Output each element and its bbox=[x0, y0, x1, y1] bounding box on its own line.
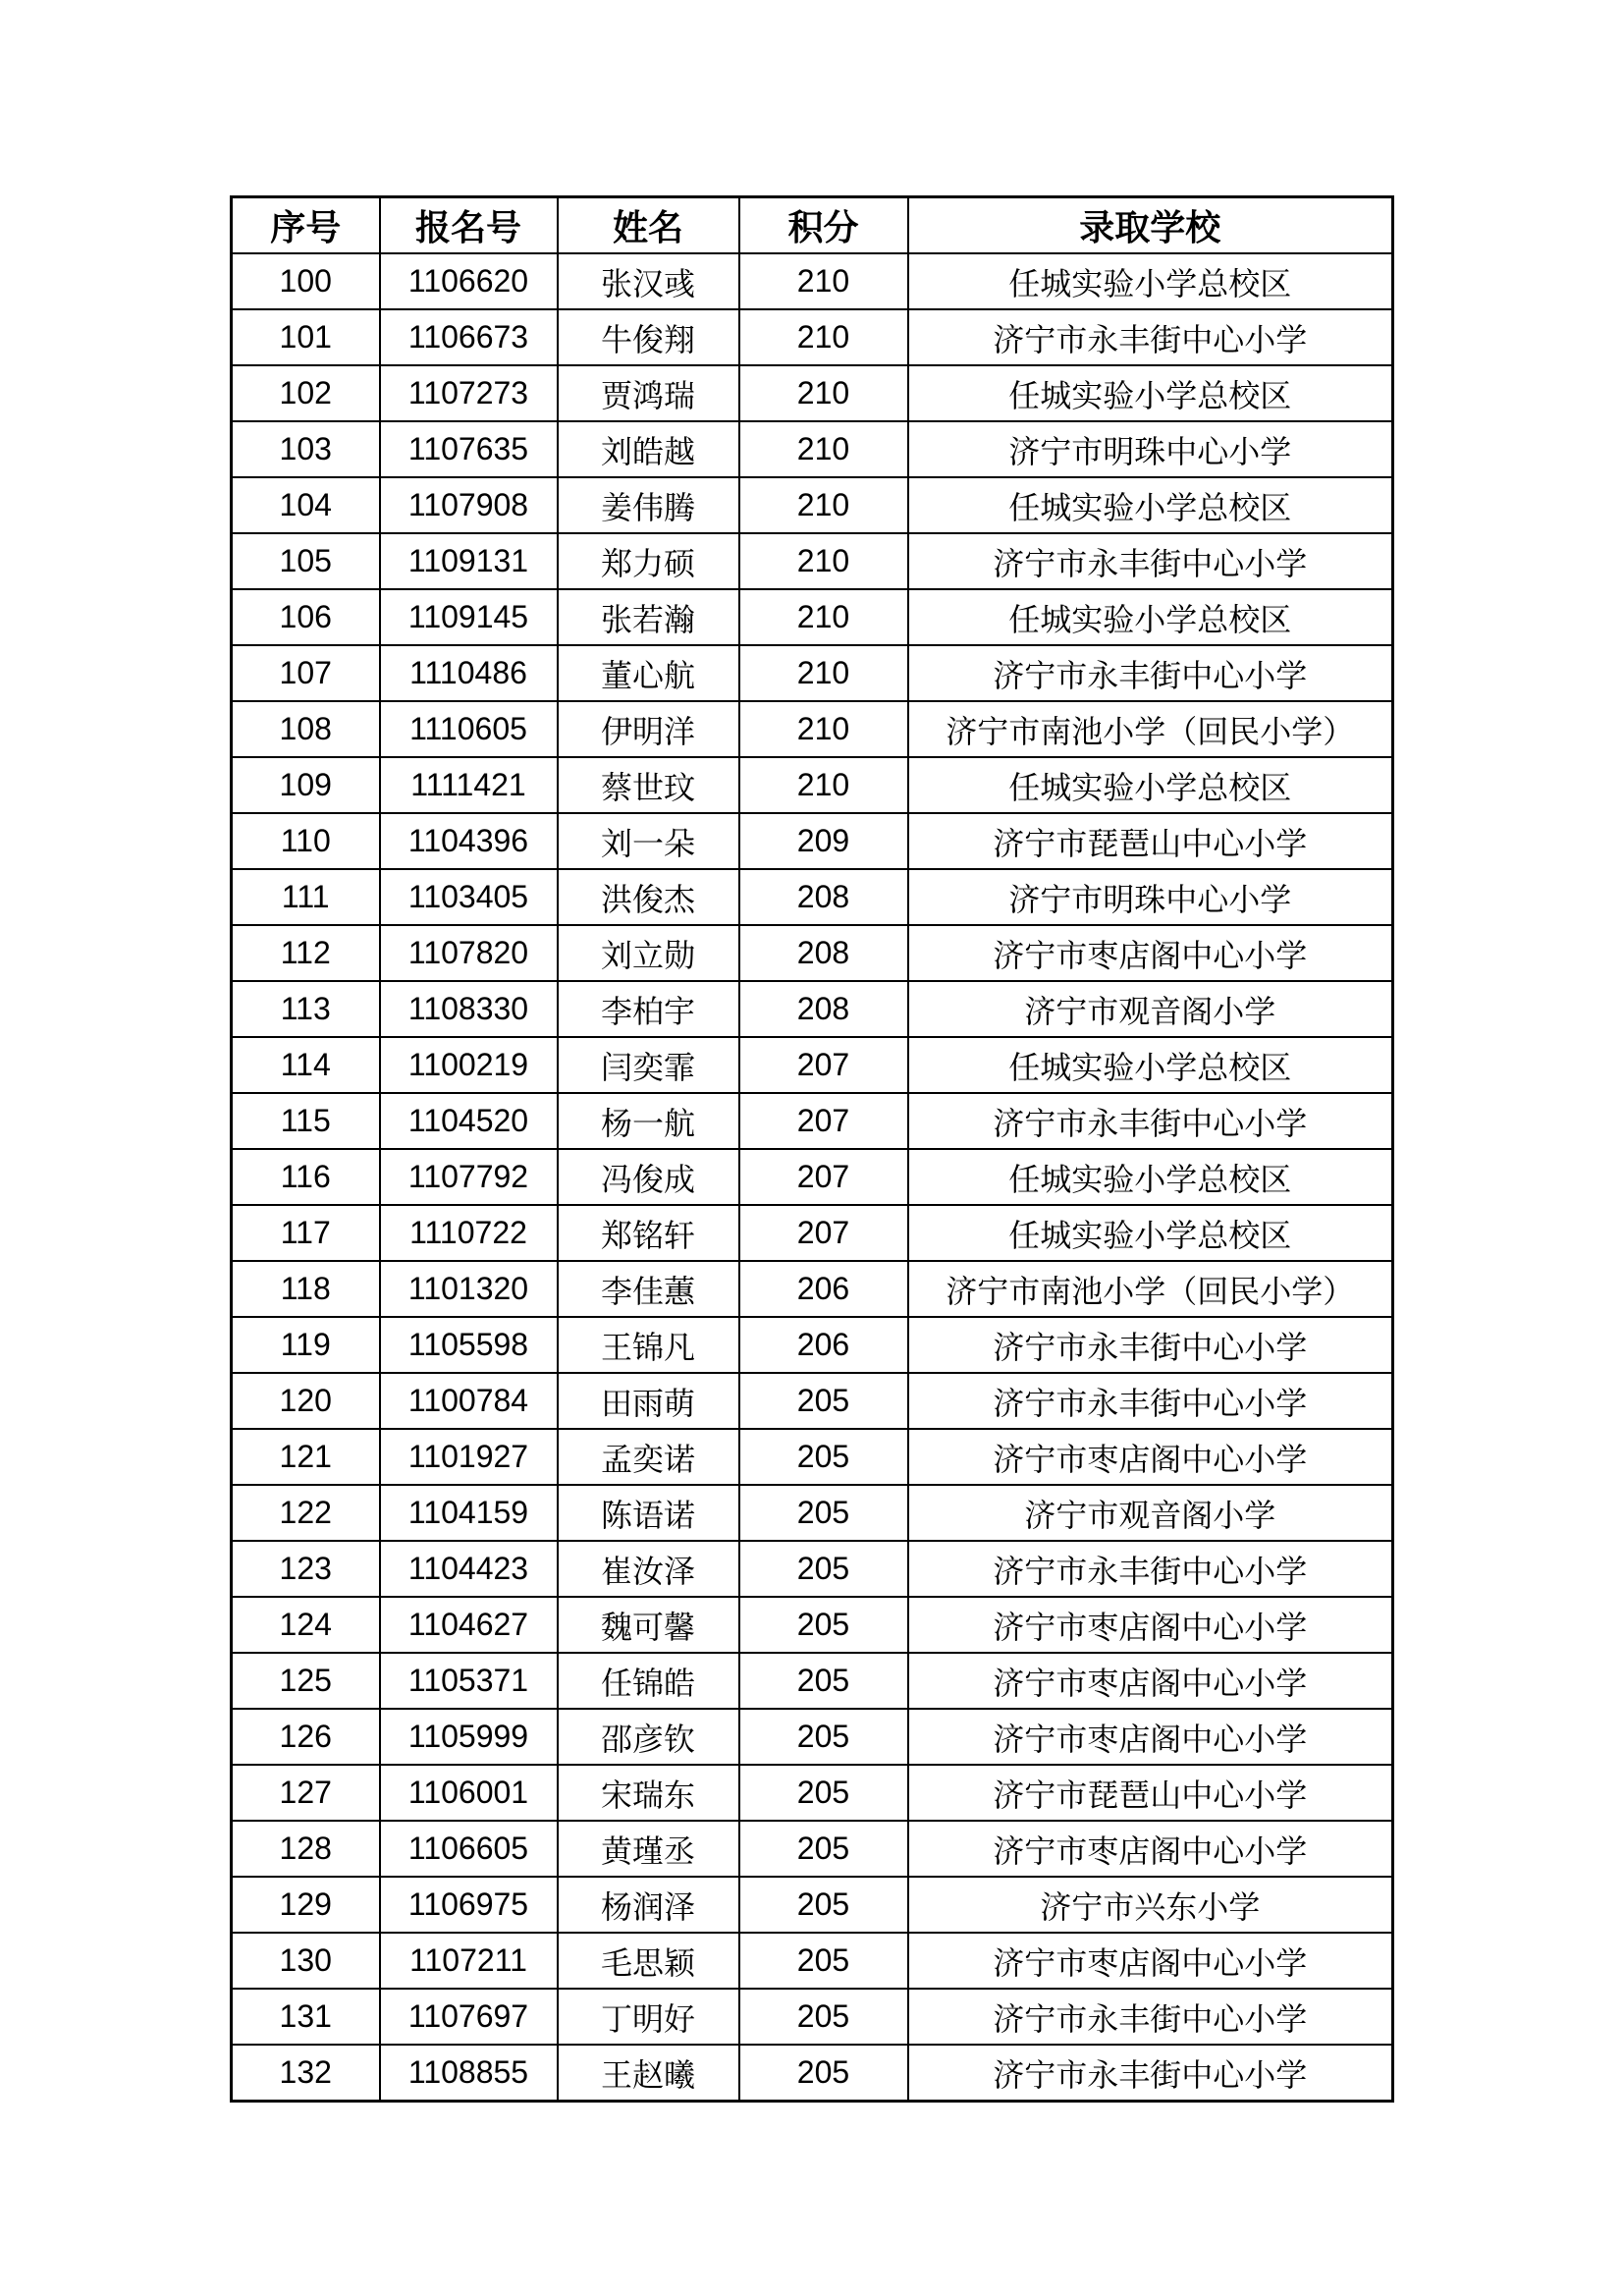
admission-table bbox=[230, 195, 1394, 2103]
cell-score: 207 bbox=[739, 1149, 908, 1205]
table-row bbox=[232, 701, 1393, 757]
table-row bbox=[232, 1093, 1393, 1149]
cell-serial: 128 bbox=[232, 1821, 380, 1877]
cell-name: 孟奕诺 bbox=[558, 1429, 739, 1485]
cell-reg-no: 1109145 bbox=[380, 589, 558, 645]
cell-score: 207 bbox=[739, 1093, 908, 1149]
cell-score: 209 bbox=[739, 813, 908, 869]
cell-reg-no: 1101927 bbox=[380, 1429, 558, 1485]
cell-school: 任城实验小学总校区 bbox=[908, 1205, 1393, 1261]
cell-score: 205 bbox=[739, 1373, 908, 1429]
cell-school: 济宁市枣店阁中心小学 bbox=[908, 1597, 1393, 1653]
cell-score: 210 bbox=[739, 645, 908, 701]
cell-serial: 106 bbox=[232, 589, 380, 645]
cell-name: 李柏宇 bbox=[558, 981, 739, 1037]
cell-serial: 117 bbox=[232, 1205, 380, 1261]
table-row bbox=[232, 1597, 1393, 1653]
cell-reg-no: 1105999 bbox=[380, 1709, 558, 1765]
cell-reg-no: 1101320 bbox=[380, 1261, 558, 1317]
cell-name: 姜伟腾 bbox=[558, 477, 739, 533]
cell-reg-no: 1104159 bbox=[380, 1485, 558, 1541]
table-row bbox=[232, 533, 1393, 589]
table-row bbox=[232, 1037, 1393, 1093]
table-row bbox=[232, 981, 1393, 1037]
cell-serial: 114 bbox=[232, 1037, 380, 1093]
cell-score: 208 bbox=[739, 925, 908, 981]
cell-school: 济宁市永丰街中心小学 bbox=[908, 1541, 1393, 1597]
cell-serial: 126 bbox=[232, 1709, 380, 1765]
cell-serial: 100 bbox=[232, 253, 380, 309]
cell-score: 208 bbox=[739, 981, 908, 1037]
cell-serial: 103 bbox=[232, 421, 380, 477]
cell-school: 济宁市明珠中心小学 bbox=[908, 421, 1393, 477]
cell-name: 贾鸿瑞 bbox=[558, 365, 739, 421]
cell-reg-no: 1105598 bbox=[380, 1317, 558, 1373]
cell-name: 王赵曦 bbox=[558, 2045, 739, 2102]
cell-school: 济宁市永丰街中心小学 bbox=[908, 1317, 1393, 1373]
cell-name: 崔汝泽 bbox=[558, 1541, 739, 1597]
cell-serial: 119 bbox=[232, 1317, 380, 1373]
cell-serial: 123 bbox=[232, 1541, 380, 1597]
cell-name: 蔡世玟 bbox=[558, 757, 739, 813]
cell-school: 济宁市枣店阁中心小学 bbox=[908, 1709, 1393, 1765]
cell-school: 济宁市琵琶山中心小学 bbox=[908, 1765, 1393, 1821]
cell-name: 杨一航 bbox=[558, 1093, 739, 1149]
document-page bbox=[230, 195, 1394, 2103]
cell-reg-no: 1109131 bbox=[380, 533, 558, 589]
cell-score: 205 bbox=[739, 1989, 908, 2045]
cell-serial: 131 bbox=[232, 1989, 380, 2045]
cell-serial: 111 bbox=[232, 869, 380, 925]
cell-reg-no: 1107211 bbox=[380, 1933, 558, 1989]
cell-name: 洪俊杰 bbox=[558, 869, 739, 925]
cell-serial: 124 bbox=[232, 1597, 380, 1653]
cell-score: 205 bbox=[739, 1597, 908, 1653]
table-row bbox=[232, 1205, 1393, 1261]
cell-score: 210 bbox=[739, 533, 908, 589]
table-row bbox=[232, 1485, 1393, 1541]
cell-name: 宋瑞东 bbox=[558, 1765, 739, 1821]
cell-name: 杨润泽 bbox=[558, 1877, 739, 1933]
table-row bbox=[232, 1821, 1393, 1877]
table-row bbox=[232, 869, 1393, 925]
col-header-serial: 序号 bbox=[232, 197, 380, 254]
cell-name: 任锦皓 bbox=[558, 1653, 739, 1709]
cell-score: 205 bbox=[739, 1933, 908, 1989]
cell-serial: 116 bbox=[232, 1149, 380, 1205]
cell-school: 济宁市永丰街中心小学 bbox=[908, 309, 1393, 365]
cell-reg-no: 1107273 bbox=[380, 365, 558, 421]
cell-score: 210 bbox=[739, 253, 908, 309]
table-row bbox=[232, 813, 1393, 869]
table-row bbox=[232, 589, 1393, 645]
cell-score: 207 bbox=[739, 1037, 908, 1093]
cell-school: 任城实验小学总校区 bbox=[908, 1037, 1393, 1093]
cell-score: 206 bbox=[739, 1261, 908, 1317]
table-header-row bbox=[232, 197, 1393, 254]
cell-serial: 105 bbox=[232, 533, 380, 589]
cell-score: 205 bbox=[739, 1821, 908, 1877]
table-row bbox=[232, 477, 1393, 533]
cell-school: 济宁市观音阁小学 bbox=[908, 1485, 1393, 1541]
cell-serial: 112 bbox=[232, 925, 380, 981]
table-row bbox=[232, 2045, 1393, 2102]
cell-name: 王锦凡 bbox=[558, 1317, 739, 1373]
cell-serial: 130 bbox=[232, 1933, 380, 1989]
cell-serial: 121 bbox=[232, 1429, 380, 1485]
cell-school: 济宁市永丰街中心小学 bbox=[908, 1093, 1393, 1149]
cell-serial: 120 bbox=[232, 1373, 380, 1429]
table-row bbox=[232, 925, 1393, 981]
cell-serial: 127 bbox=[232, 1765, 380, 1821]
table-row bbox=[232, 1989, 1393, 2045]
cell-reg-no: 1107820 bbox=[380, 925, 558, 981]
cell-name: 田雨萌 bbox=[558, 1373, 739, 1429]
cell-score: 205 bbox=[739, 1541, 908, 1597]
table-row bbox=[232, 1709, 1393, 1765]
cell-reg-no: 1110605 bbox=[380, 701, 558, 757]
cell-school: 任城实验小学总校区 bbox=[908, 253, 1393, 309]
cell-school: 任城实验小学总校区 bbox=[908, 589, 1393, 645]
cell-serial: 115 bbox=[232, 1093, 380, 1149]
cell-serial: 113 bbox=[232, 981, 380, 1037]
cell-score: 205 bbox=[739, 1765, 908, 1821]
cell-score: 210 bbox=[739, 309, 908, 365]
cell-serial: 125 bbox=[232, 1653, 380, 1709]
cell-serial: 101 bbox=[232, 309, 380, 365]
cell-serial: 132 bbox=[232, 2045, 380, 2102]
cell-reg-no: 1104396 bbox=[380, 813, 558, 869]
cell-reg-no: 1104627 bbox=[380, 1597, 558, 1653]
table-row bbox=[232, 1877, 1393, 1933]
col-header-reg-no: 报名号 bbox=[380, 197, 558, 254]
cell-name: 李佳蕙 bbox=[558, 1261, 739, 1317]
cell-serial: 108 bbox=[232, 701, 380, 757]
cell-reg-no: 1108330 bbox=[380, 981, 558, 1037]
cell-school: 任城实验小学总校区 bbox=[908, 365, 1393, 421]
cell-serial: 122 bbox=[232, 1485, 380, 1541]
cell-score: 205 bbox=[739, 1709, 908, 1765]
cell-reg-no: 1104520 bbox=[380, 1093, 558, 1149]
table-head bbox=[232, 197, 1393, 254]
cell-name: 牛俊翔 bbox=[558, 309, 739, 365]
cell-name: 刘一朵 bbox=[558, 813, 739, 869]
cell-reg-no: 1100784 bbox=[380, 1373, 558, 1429]
cell-school: 济宁市永丰街中心小学 bbox=[908, 1373, 1393, 1429]
cell-score: 210 bbox=[739, 589, 908, 645]
cell-name: 黄瑾丞 bbox=[558, 1821, 739, 1877]
cell-school: 济宁市枣店阁中心小学 bbox=[908, 1429, 1393, 1485]
cell-score: 205 bbox=[739, 1877, 908, 1933]
cell-name: 郑力硕 bbox=[558, 533, 739, 589]
cell-school: 济宁市永丰街中心小学 bbox=[908, 1989, 1393, 2045]
cell-reg-no: 1106605 bbox=[380, 1821, 558, 1877]
cell-reg-no: 1107697 bbox=[380, 1989, 558, 2045]
table-row bbox=[232, 365, 1393, 421]
cell-name: 刘皓越 bbox=[558, 421, 739, 477]
col-header-school: 录取学校 bbox=[908, 197, 1393, 254]
cell-serial: 118 bbox=[232, 1261, 380, 1317]
table-body bbox=[232, 253, 1393, 2102]
table-row bbox=[232, 1373, 1393, 1429]
cell-name: 刘立勋 bbox=[558, 925, 739, 981]
cell-school: 济宁市枣店阁中心小学 bbox=[908, 1821, 1393, 1877]
cell-score: 210 bbox=[739, 477, 908, 533]
cell-serial: 102 bbox=[232, 365, 380, 421]
table-row bbox=[232, 645, 1393, 701]
cell-school: 济宁市永丰街中心小学 bbox=[908, 2045, 1393, 2102]
cell-score: 207 bbox=[739, 1205, 908, 1261]
cell-name: 董心航 bbox=[558, 645, 739, 701]
col-header-name: 姓名 bbox=[558, 197, 739, 254]
cell-school: 济宁市永丰街中心小学 bbox=[908, 645, 1393, 701]
cell-name: 冯俊成 bbox=[558, 1149, 739, 1205]
cell-score: 206 bbox=[739, 1317, 908, 1373]
table-row bbox=[232, 421, 1393, 477]
cell-school: 济宁市永丰街中心小学 bbox=[908, 533, 1393, 589]
cell-score: 205 bbox=[739, 1485, 908, 1541]
cell-school: 济宁市南池小学（回民小学） bbox=[908, 1261, 1393, 1317]
table-row bbox=[232, 1541, 1393, 1597]
cell-score: 210 bbox=[739, 701, 908, 757]
cell-name: 邵彦钦 bbox=[558, 1709, 739, 1765]
cell-school: 济宁市南池小学（回民小学） bbox=[908, 701, 1393, 757]
cell-school: 济宁市枣店阁中心小学 bbox=[908, 1933, 1393, 1989]
cell-score: 210 bbox=[739, 365, 908, 421]
cell-name: 陈语诺 bbox=[558, 1485, 739, 1541]
cell-serial: 110 bbox=[232, 813, 380, 869]
table-row bbox=[232, 1765, 1393, 1821]
cell-name: 闫奕霏 bbox=[558, 1037, 739, 1093]
cell-name: 张若瀚 bbox=[558, 589, 739, 645]
cell-serial: 129 bbox=[232, 1877, 380, 1933]
cell-name: 郑铭轩 bbox=[558, 1205, 739, 1261]
cell-school: 济宁市观音阁小学 bbox=[908, 981, 1393, 1037]
table-row bbox=[232, 757, 1393, 813]
cell-reg-no: 1106673 bbox=[380, 309, 558, 365]
cell-score: 210 bbox=[739, 757, 908, 813]
cell-reg-no: 1107635 bbox=[380, 421, 558, 477]
cell-score: 208 bbox=[739, 869, 908, 925]
cell-school: 任城实验小学总校区 bbox=[908, 757, 1393, 813]
cell-reg-no: 1107908 bbox=[380, 477, 558, 533]
cell-school: 任城实验小学总校区 bbox=[908, 1149, 1393, 1205]
table-row bbox=[232, 1261, 1393, 1317]
cell-school: 济宁市枣店阁中心小学 bbox=[908, 1653, 1393, 1709]
cell-score: 205 bbox=[739, 1653, 908, 1709]
cell-reg-no: 1106620 bbox=[380, 253, 558, 309]
table-row bbox=[232, 1317, 1393, 1373]
table-row bbox=[232, 1429, 1393, 1485]
table-row bbox=[232, 1653, 1393, 1709]
cell-name: 魏可馨 bbox=[558, 1597, 739, 1653]
cell-reg-no: 1107792 bbox=[380, 1149, 558, 1205]
cell-reg-no: 1105371 bbox=[380, 1653, 558, 1709]
cell-score: 210 bbox=[739, 421, 908, 477]
cell-reg-no: 1103405 bbox=[380, 869, 558, 925]
cell-serial: 107 bbox=[232, 645, 380, 701]
cell-school: 济宁市兴东小学 bbox=[908, 1877, 1393, 1933]
cell-reg-no: 1104423 bbox=[380, 1541, 558, 1597]
cell-reg-no: 1108855 bbox=[380, 2045, 558, 2102]
cell-school: 济宁市明珠中心小学 bbox=[908, 869, 1393, 925]
cell-reg-no: 1106975 bbox=[380, 1877, 558, 1933]
cell-serial: 109 bbox=[232, 757, 380, 813]
cell-reg-no: 1100219 bbox=[380, 1037, 558, 1093]
cell-reg-no: 1110722 bbox=[380, 1205, 558, 1261]
cell-reg-no: 1106001 bbox=[380, 1765, 558, 1821]
cell-score: 205 bbox=[739, 1429, 908, 1485]
cell-name: 伊明洋 bbox=[558, 701, 739, 757]
cell-school: 济宁市琵琶山中心小学 bbox=[908, 813, 1393, 869]
cell-school: 济宁市枣店阁中心小学 bbox=[908, 925, 1393, 981]
cell-reg-no: 1111421 bbox=[380, 757, 558, 813]
table-row bbox=[232, 253, 1393, 309]
col-header-score: 积分 bbox=[739, 197, 908, 254]
cell-score: 205 bbox=[739, 2045, 908, 2102]
table-row bbox=[232, 309, 1393, 365]
cell-name: 毛思颖 bbox=[558, 1933, 739, 1989]
table-row bbox=[232, 1933, 1393, 1989]
cell-name: 丁明好 bbox=[558, 1989, 739, 2045]
table-row bbox=[232, 1149, 1393, 1205]
cell-name: 张汉彧 bbox=[558, 253, 739, 309]
cell-reg-no: 1110486 bbox=[380, 645, 558, 701]
cell-school: 任城实验小学总校区 bbox=[908, 477, 1393, 533]
cell-serial: 104 bbox=[232, 477, 380, 533]
